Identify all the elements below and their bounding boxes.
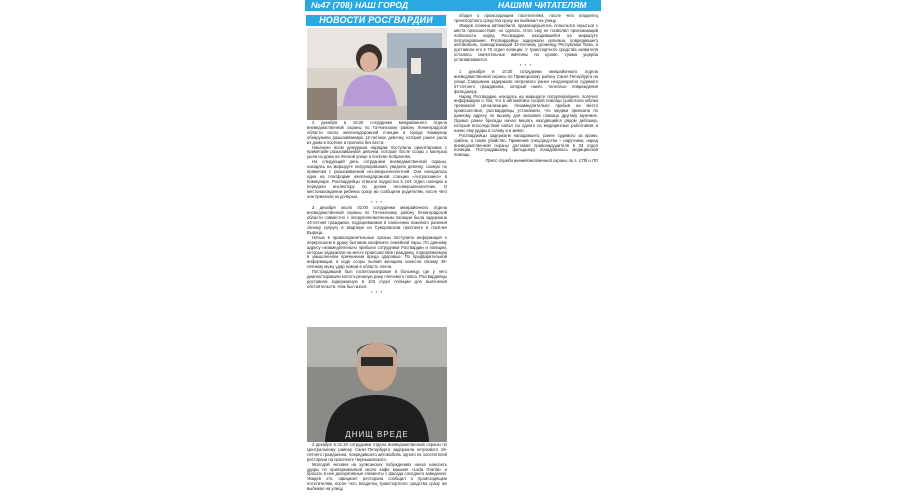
paragraph: Ночью в правоохранительные органы поступила информация о переросшем в драку бытовом конфликте семейной пары. По данному адресу незамедлительно прибыли сотрудники Росгвардии и полиции, которые задержали на месте происшествия гражданку, подозреваемую в умышленном причинении вреда здоровью. По предварительной информации, в ходе ссоры пьяная женщина нанесла своему 39-летнему мужу удар ножом в область плеча. — [307, 234, 447, 270]
paragraph: Накануне всем дежурным нарядам поступила ориентировка с приметами разыскиваемой девочки, которая после ссоры с матерью ушла из дома на Лесной улице в посёлке Кобралово. — [307, 144, 447, 160]
press-signature: Пресс-служба вневедомственной охраны по г. СПб и ЛО — [485, 158, 598, 164]
paragraph: Увидев хозяина автомобиля, правонарушитель попытался скрыться с места происшествия, но сделать этого ему не позволил проезжающий поблизости наряд Росгвардии, находившийся на маршруте патрулирования. Росгвардейцы задержали хулигана, повредившего автомобиль, принадлежащий 23-летнему уроженцу Республики Тыва, и доставили его в 78 отдел полиции. У транспортного средства заявителя остались значительные вмятины на кузове, сумма ущерба устанавливается. — [454, 22, 598, 63]
separator: * * * — [370, 289, 384, 295]
news-banner: НОВОСТИ РОСГВАРДИИ — [306, 15, 446, 26]
shirt-print: ДНИЩ ВРЕДЕ — [345, 430, 409, 439]
paragraph: 2 декабря в 01:30 сотрудники отдела вневедомственной охраны по Центральному району Санкт-Петербурга задержали нетрезвого 19-летнего гражданина, повредившего автомобиль одного из посетителей ресторана на проспекте Чернышевского. — [307, 442, 447, 462]
section-title: НАШ ГОРОД — [355, 0, 408, 10]
article-column-right — [454, 14, 598, 164]
paragraph: Наряд Росгвардии, находясь на маршруте патрулирования, получил информацию о том, что в автомобиле скорой помощи сработала кнопка тревожной сигнализации. Незамедлительно прибыв на место происшествия, росгвардейцы установили, что медики приехали по данному адресу по вызову для оказания помощи другому мужчине. Однако ранее бригады начал вешать находящийся рядом дебошир, который впоследствии напал на одного из медицинских работников и нанес ему удары в голову и в живот. — [454, 93, 598, 133]
separator: * * * — [370, 199, 384, 205]
photo-young-man — [307, 327, 447, 442]
paragraph: Росгвардейцы задержали нападавшего, ранее судимого за кражи, грабеж, а также убийство. Применив спецсредства – наручники, наряд вневедомственной охраны доставил правонарушителя в 33 отдел полиции. Пострадавшему фельдшеру понадобилась медицинская помощь. — [454, 132, 598, 158]
photo-girl-police — [307, 28, 447, 120]
separator: * * * — [519, 63, 533, 69]
page-header — [305, 0, 601, 11]
issue-number: №47 (708) — [311, 0, 353, 10]
paragraph: 3 декабря около 01:00 сотрудники межрайонного отдела вневедомственной охраны по Гатчинскому району Ленинградской области совместно с оперуполномоченным полиции была задержана 44-летняя гражданка, подозреваемая в нанесении ножевого ранения своему супругу в квартире на Суворовском проспекте в посёлке Вырица. — [307, 205, 447, 235]
paragraph: 3 декабря в 16:20 сотрудники межрайонного отдела вневедомственной охраны по Гатчинскому району Ленинградской области около железнодорожной станции в городе Коммунар обнаружили разыскиваемую 12-летнюю девочку, которая ранее ушла из дома в посёлке и пропала без вести. — [307, 120, 447, 145]
newspaper-page — [305, 0, 601, 500]
paragraph: общил о происходящем посетителям, после чего владелец транспортного средства сразу же выбежал на улицу. — [454, 13, 598, 23]
section-title-right: НАШИМ ЧИТАТЕЛЯМ — [498, 0, 587, 10]
paragraph: Молодой человек на хулиганских побуждениях начал наносить удары по припаркованной около кафе машине «Lada Granta» и бросать в нее декоративные элементы с фасада соседнего заведения. Увидев это, официант ресторана сообщил о происходящем посетителям, после чего владелец транспортного средства сразу же выбежал на улицу. — [307, 461, 447, 492]
article-column-left — [307, 121, 447, 297]
article-column-left-bottom — [307, 443, 447, 492]
photo-girl-illustration — [307, 28, 447, 120]
paragraph: На следующий день сотрудники вневедомственной охраны, находясь на маршруте патрулирования, увидели девочку, схожую по приметам с разыскиваемой несовершеннолетней. Она находилась одна на платформе железнодорожной станции «Антропшино» в Коммунаре. Росгвардейцы отвезли подростка в 104 отдел полиции и передали инспектору по делам несовершеннолетних. О местонахождении ребёнка сразу же сообщили родителям, после чего они приехали за дочерью. — [307, 159, 447, 199]
paragraph: Пострадавший был госпитализирован в больницу, где у него диагностировали колото-резаную рану плечевого пояса. Росгвардейцы доставили задержанную в 103 отдел полиции для выяснения обстоятельств. Нож был изъят. — [307, 269, 447, 289]
paragraph: 1 декабря в 10:20 сотрудники межрайонного отдела вневедомственной охраны по Приморскому району Санкт-Петербурга на улице Савушкина задержали нетрезвого ранее неоднократно судимого 37-летнего гражданина, который нанёс телесные повреждения фельдшеру. — [454, 68, 598, 94]
photo-man-illustration — [307, 327, 447, 442]
